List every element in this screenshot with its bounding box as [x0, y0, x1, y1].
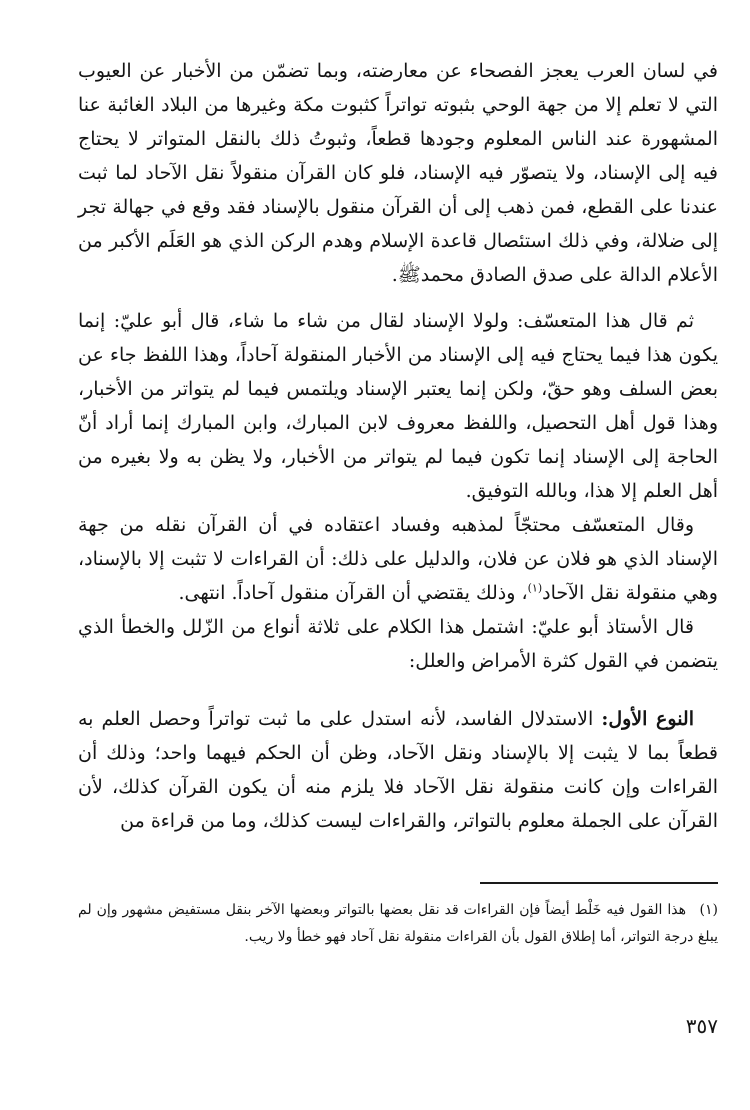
paragraph-2: ثم قال هذا المتعسّف: ولولا الإسناد لقال من شاء ما شاء، قال أبو عليّ: إنما يكون هذا فيما يحتاج فيه إلى الإسناد من الأخبار المنقولة آحاداً، وهذا اللفظ جاء عن بعض السلف وهو حقّ، ولكن إنما يعتبر الإسناد ويلتمس فيما لم يتواتر من الأخبار، وهذا قول أهل التحصيل، واللفظ معروف لابن المبارك، وابن المبارك إنما أراد أنّ الحاجة إلى الإسناد إنما تكون فيما لم يتواتر من الأخبار، ولا يظن به ولا بغيره من أهل العلم إلا هذا، وبالله التوفيق. — [78, 310, 718, 502]
footnote-separator — [480, 882, 718, 884]
paragraph-3 — [78, 508, 718, 610]
footnote-number: (١) — [699, 902, 718, 918]
paragraph-1: في لسان العرب يعجز الفصحاء عن معارضته، وبما تضمّن من الأخبار عن العيوب التي لا تعلم إلا من جهة الوحي بثبوته تواتراً كثبوت مكة وغيرها من البلاد الغائبة عنا المشهورة عند الناس المعلوم وجودها قطعاً، وثبوتُ ذلك بالنقل المتواتر لا يحتاج فيه إلى الإسناد، ولا يتصوّر فيه الإسناد، فلو كان القرآن منقولاً نقل الآحاد لما ثبت عندنا على القطع، فمن ذهب إلى أن القرآن منقول بالإسناد فقد وقع في جهالة تجر إلى ضلالة، وفي ذلك استئصال قاعدة الإسلام وهدم الركن الذي هو العَلَم الأكبر من الأعلام الدالة على صدق الصادق محمدﷺ. — [78, 60, 718, 286]
page-number: ٣٥٧ — [685, 1014, 718, 1038]
section-lead: النوع الأول: — [601, 708, 694, 730]
paragraph-5 — [78, 702, 718, 838]
footnote-reference[interactable]: (١) — [527, 581, 543, 595]
footnote-text: هذا القول فيه خَلْط أيضاً فإن القراءات قد نقل بعضها بالتواتر وبعضها الآخر بنقل مستفيض مشهور وإن لم يبلغ درجة التواتر، أما إطلاق القول بأن القراءات منقولة نقل آحاد فهو خطأ ولا ريب. — [78, 902, 718, 945]
paragraph-5-text: الاستدلال الفاسد، لأنه استدل على ما ثبت تواتراً وحصل العلم به قطعاً بما لا يثبت إلا بالإسناد ونقل الآحاد، وظن أن الحكم فيهما واحد؛ وذلك أن القراءات وإن كانت منقولة نقل الآحاد فلا يلزم منه أن يكون القرآن كذلك، لأن القرآن على الجملة معلوم بالتواتر، والقراءات ليست كذلك، وما من قراءة من — [78, 708, 718, 832]
paragraph-3-text-before: وقال المتعسّف محتجّاً لمذهبه وفساد اعتقاده في أن القرآن نقله من جهة الإسناد الذي هو فلان عن فلان، والدليل على ذلك: أن القراءات لا تثبت إلا بالإسناد، وهي منقولة نقل الآحاد — [78, 514, 718, 604]
footnote — [78, 897, 718, 951]
book-page — [78, 54, 718, 1074]
paragraph-4: قال الأستاذ أبو عليّ: اشتمل هذا الكلام على ثلاثة أنواع من الزّلل والخطأ الذي يتضمن في القول كثرة الأمراض والعلل: — [78, 616, 718, 672]
paragraph-3-text-after: ، وذلك يقتضي أن القرآن منقول آحاداً. انتهى. — [178, 582, 528, 604]
